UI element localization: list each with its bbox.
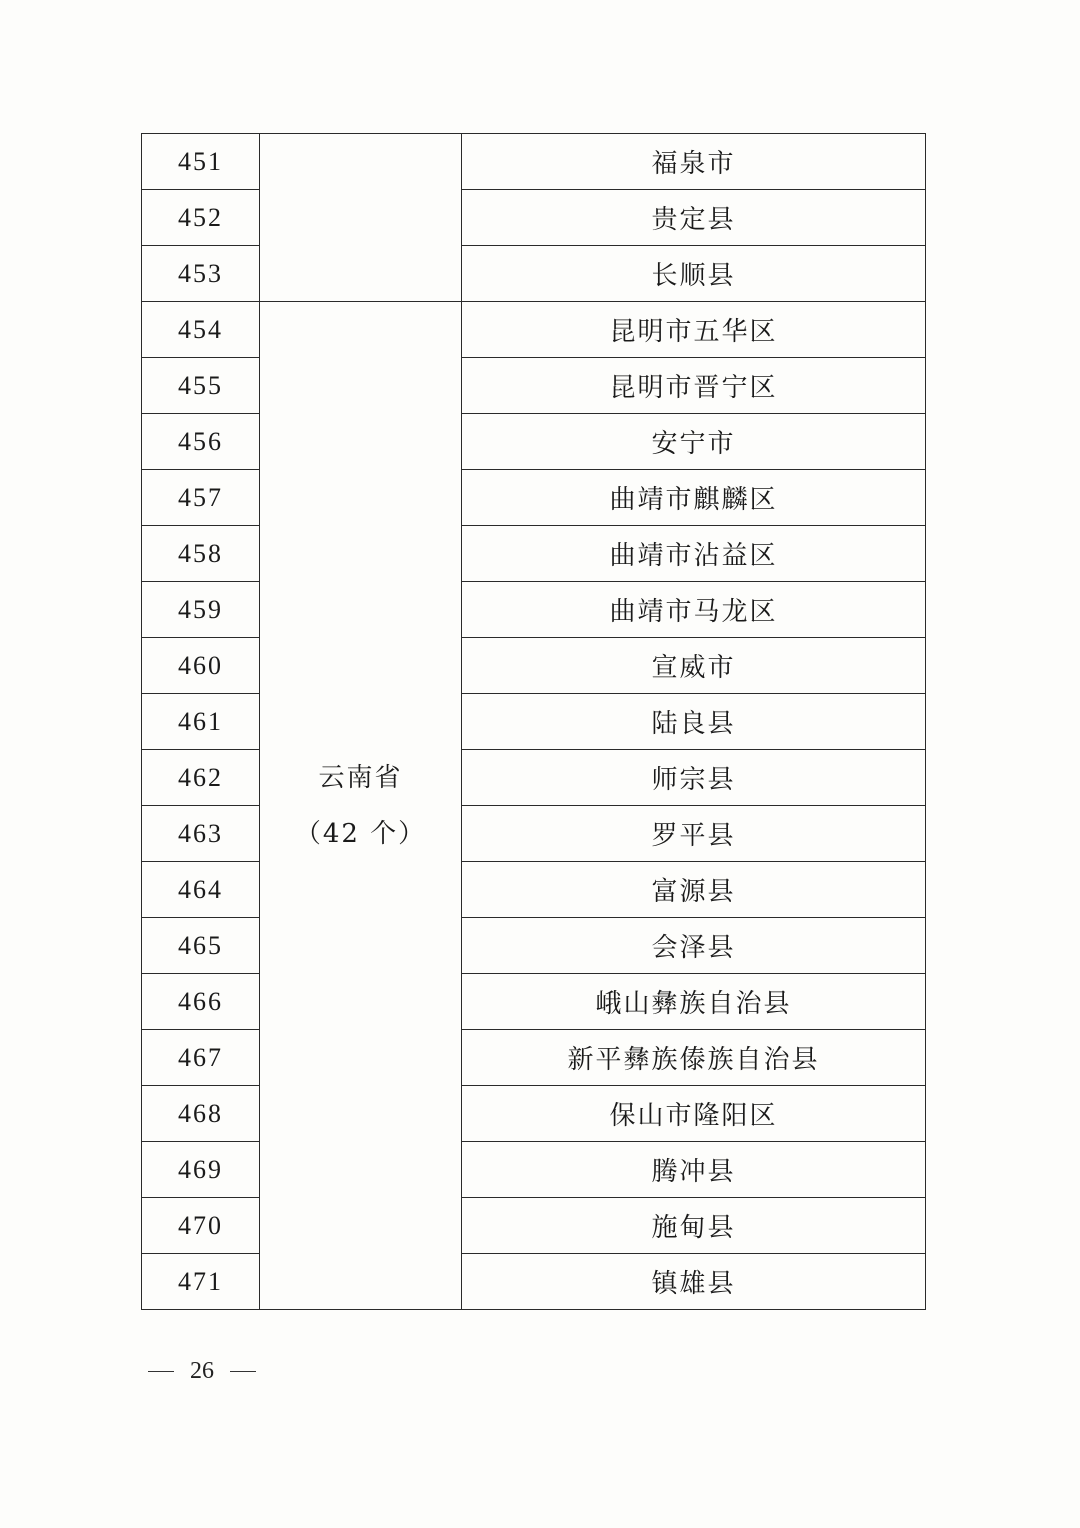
table-row [142, 582, 926, 638]
county-name: 罗平县 [462, 806, 926, 862]
row-number: 461 [142, 694, 260, 750]
table-row [142, 358, 926, 414]
table-row [142, 470, 926, 526]
table-row [142, 750, 926, 806]
table-row [142, 134, 926, 190]
province-label-line: 云南省 [318, 762, 403, 793]
table-row [142, 190, 926, 246]
footer-dash-left [148, 1371, 174, 1373]
table-row [142, 694, 926, 750]
row-number: 467 [142, 1030, 260, 1086]
table-row [142, 246, 926, 302]
table-row [142, 638, 926, 694]
table-row [142, 1254, 926, 1310]
province-cell [260, 134, 462, 302]
table-row [142, 1142, 926, 1198]
table-row [142, 918, 926, 974]
table-row [142, 1198, 926, 1254]
county-name: 腾冲县 [462, 1142, 926, 1198]
row-number: 470 [142, 1198, 260, 1254]
county-name: 新平彝族傣族自治县 [462, 1030, 926, 1086]
row-number: 471 [142, 1254, 260, 1310]
county-name: 曲靖市马龙区 [462, 582, 926, 638]
table-row [142, 302, 926, 358]
county-name: 贵定县 [462, 190, 926, 246]
county-list-table [141, 133, 926, 1310]
row-number: 463 [142, 806, 260, 862]
row-number: 464 [142, 862, 260, 918]
row-number: 459 [142, 582, 260, 638]
row-number: 451 [142, 134, 260, 190]
row-number: 456 [142, 414, 260, 470]
table-row [142, 1030, 926, 1086]
county-name: 会泽县 [462, 918, 926, 974]
county-name: 长顺县 [462, 246, 926, 302]
county-name: 富源县 [462, 862, 926, 918]
table-row [142, 862, 926, 918]
footer-dash-right [230, 1371, 256, 1373]
county-name: 安宁市 [462, 414, 926, 470]
table-row [142, 1086, 926, 1142]
row-number: 468 [142, 1086, 260, 1142]
county-name: 陆良县 [462, 694, 926, 750]
page-number: 26 [190, 1358, 214, 1384]
county-name: 昆明市五华区 [462, 302, 926, 358]
county-name: 昆明市晋宁区 [462, 358, 926, 414]
row-number: 453 [142, 246, 260, 302]
table-row [142, 526, 926, 582]
county-name: 峨山彝族自治县 [462, 974, 926, 1030]
county-name: 曲靖市沾益区 [462, 526, 926, 582]
row-number: 465 [142, 918, 260, 974]
table-row [142, 974, 926, 1030]
row-number: 452 [142, 190, 260, 246]
page-footer [148, 1358, 256, 1385]
county-name: 曲靖市麒麟区 [462, 470, 926, 526]
row-number: 455 [142, 358, 260, 414]
county-name: 保山市隆阳区 [462, 1086, 926, 1142]
row-number: 458 [142, 526, 260, 582]
county-name: 施甸县 [462, 1198, 926, 1254]
row-number: 460 [142, 638, 260, 694]
table-row [142, 414, 926, 470]
county-name: 镇雄县 [462, 1254, 926, 1310]
row-number: 466 [142, 974, 260, 1030]
county-name: 师宗县 [462, 750, 926, 806]
row-number: 469 [142, 1142, 260, 1198]
table-row [142, 806, 926, 862]
row-number: 457 [142, 470, 260, 526]
row-number: 454 [142, 302, 260, 358]
province-cell [260, 302, 462, 1310]
row-number: 462 [142, 750, 260, 806]
province-label-line: （42 个） [294, 818, 427, 849]
county-name: 福泉市 [462, 134, 926, 190]
county-name: 宣威市 [462, 638, 926, 694]
table-body [142, 134, 926, 1310]
